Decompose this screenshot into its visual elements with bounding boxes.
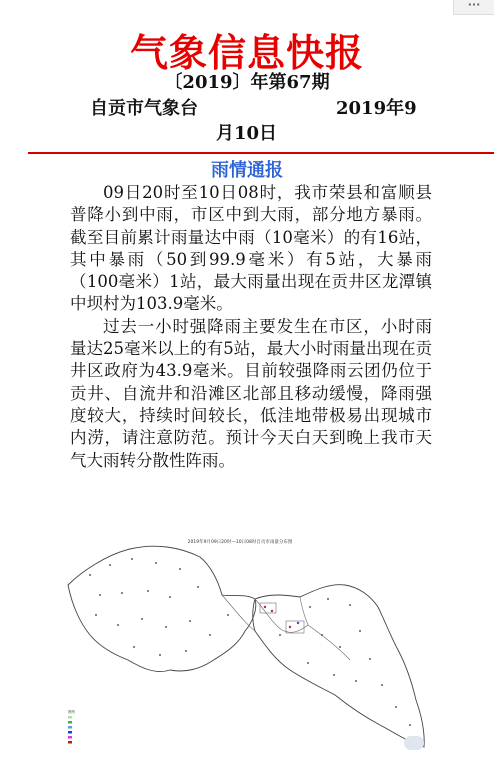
page-title: 气象信息快报 <box>129 31 364 75</box>
paragraph-hourly: 过去一小时强降雨主要发生在市区，小时雨量达25毫米以上的有5站，最大小时雨量出现在贡井区政府为43.9毫米。目前较强降雨云团仍位于贡井、自流井和沿滩区北部且移动缓慢，降雨强度较大，持续时间较长，低洼地带极易出现城市内涝，请注意防范。预计今天白天到晚上我市天气大雨转分散性阵雨。 <box>70 316 432 470</box>
issue-date-part2: 月10日 <box>216 123 278 144</box>
header-divider <box>28 152 494 154</box>
region-outline-east <box>253 585 424 747</box>
map-legend-title: 图例 <box>68 710 75 714</box>
watermark <box>404 733 480 752</box>
map-caption: 2019年9月09日20时—10日08时自贡市雨量分布图 <box>187 540 293 545</box>
watermark-text: 融媒自贡 <box>427 737 480 752</box>
map-legend <box>68 709 75 744</box>
paragraph-summary: 09日20时至10日08时，我市荣县和富顺县普降小到中雨，市区中到大雨，部分地方暴雨。截至目前累计雨量达中雨（10毫米）的有16站，其中暴雨（50到99.9毫米）有5站，大暴雨（100毫米）1站，最大雨量出现在贡井区龙潭镇中坝村为103.9毫米。 <box>70 183 432 314</box>
issue-number: 〔2019〕年第67期 <box>164 72 330 93</box>
region-outline-west <box>68 546 256 671</box>
more-menu-button[interactable]: ··· <box>453 0 494 15</box>
organization-name: 自贡市气象台 <box>90 98 198 119</box>
issue-date-part1: 2019年9 <box>336 98 417 119</box>
station-markers <box>89 558 411 726</box>
section-title: 雨情通报 <box>211 160 283 181</box>
report-body <box>70 182 432 472</box>
rainfall-map <box>60 535 490 764</box>
wechat-icon <box>404 736 424 750</box>
